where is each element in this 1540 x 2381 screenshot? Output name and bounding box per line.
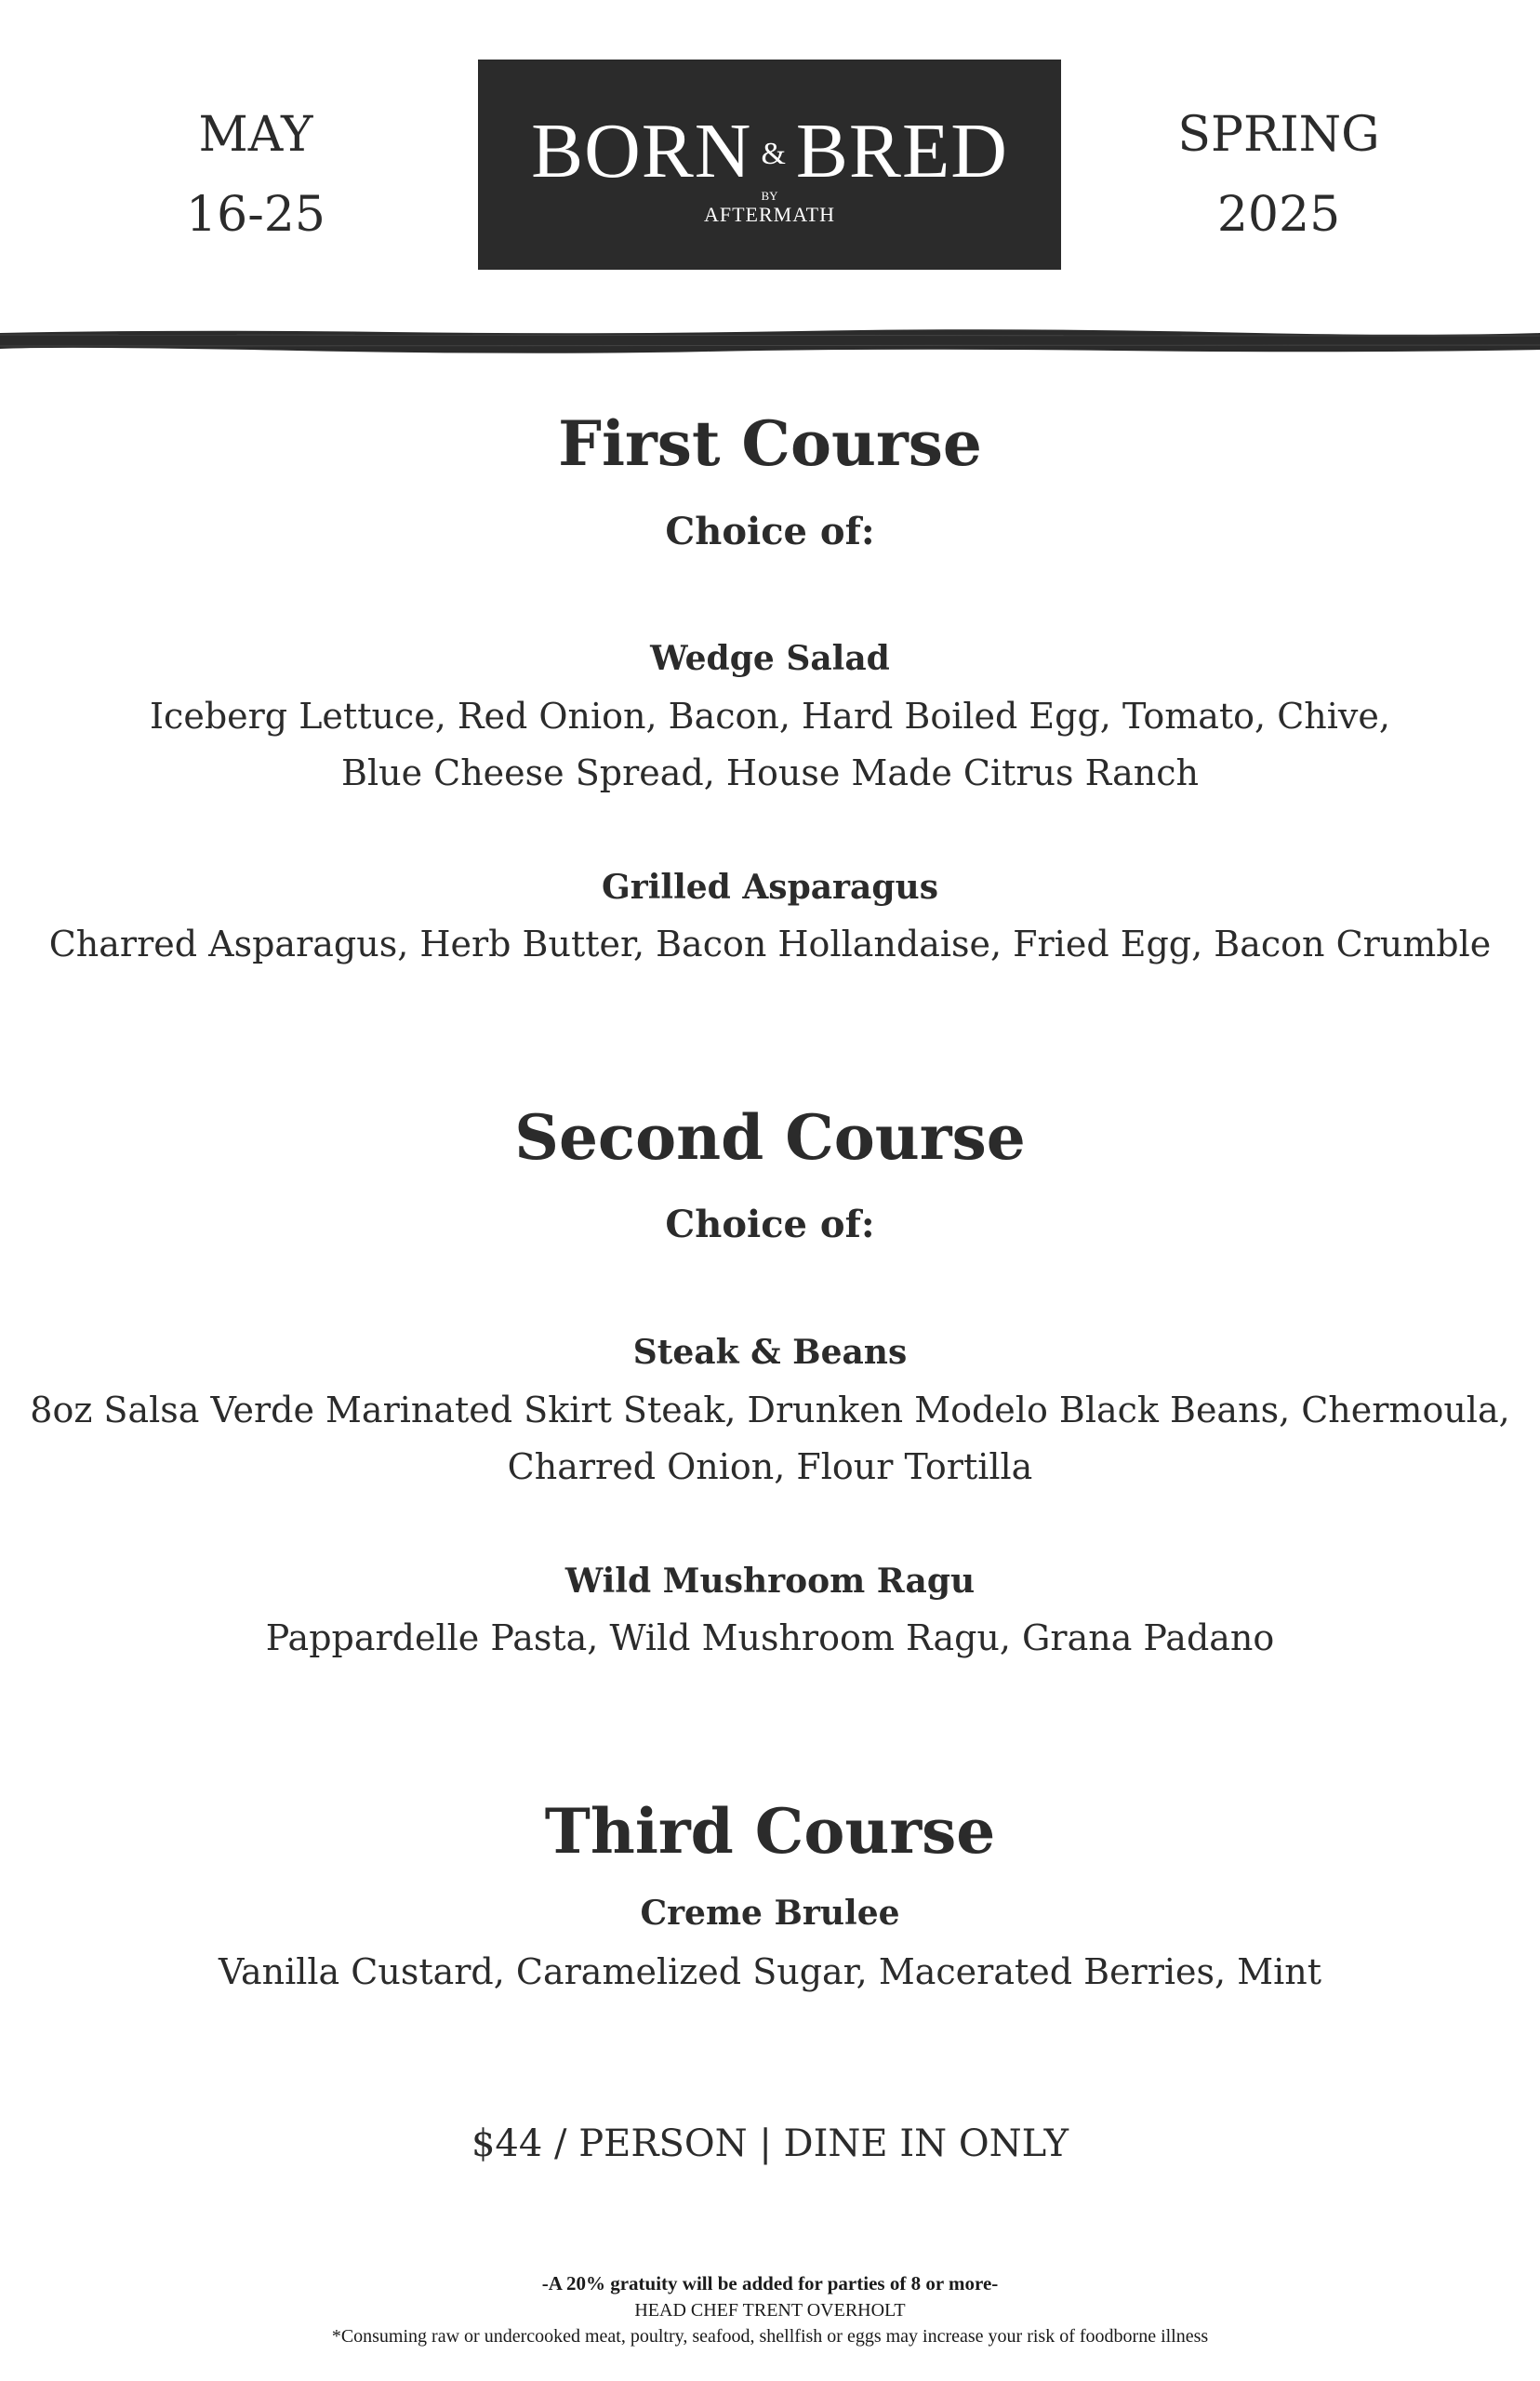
date-month: MAY — [198, 107, 313, 163]
dish-desc-wedge-salad-line2: Blue Cheese Spread, House Made Citrus Ranch — [341, 752, 1199, 793]
dish-desc-grilled-asparagus: Charred Asparagus, Herb Butter, Bacon Hollandaise, Fried Egg, Bacon Crumble — [48, 924, 1492, 964]
third-course-title: Third Course — [544, 1795, 996, 1868]
food-safety-disclaimer: *Consuming raw or undercooked meat, poultry, seafood, shellfish or eggs may increase your risk of foodborne illness — [331, 2326, 1209, 2347]
second-course-title: Second Course — [514, 1101, 1026, 1174]
dish-name-wedge-salad: Wedge Salad — [650, 639, 890, 678]
price-line: $44 / PERSON | DINE IN ONLY — [471, 2122, 1069, 2165]
season — [1139, 95, 1418, 255]
dish-name-creme-brulee: Creme Brulee — [640, 1894, 900, 1933]
logo-word-bred: BRED — [795, 108, 1008, 194]
dish-name-wild-mushroom-ragu: Wild Mushroom Ragu — [564, 1562, 976, 1601]
head-chef: HEAD CHEF TRENT OVERHOLT — [634, 2300, 906, 2321]
brush-divider — [0, 327, 1540, 355]
logo-word-born: BORN — [531, 108, 752, 194]
dish-name-steak-beans: Steak & Beans — [632, 1333, 908, 1372]
dish-desc-wild-mushroom-ragu: Pappardelle Pasta, Wild Mushroom Ragu, Grana Padano — [265, 1617, 1275, 1658]
logo-wordmark — [478, 110, 1061, 196]
season-year: 2025 — [1216, 187, 1341, 243]
dish-desc-creme-brulee: Vanilla Custard, Caramelized Sugar, Macerated Berries, Mint — [219, 1951, 1321, 1992]
date-range — [116, 95, 395, 255]
date-days: 16-25 — [186, 187, 325, 243]
logo-subtitle: AFTERMATH — [703, 203, 835, 226]
dish-desc-steak-beans-line1: 8oz Salsa Verde Marinated Skirt Steak, Drunken Modelo Black Beans, Chermoula, — [30, 1390, 1510, 1430]
logo-ampersand: & — [761, 137, 787, 171]
dish-name-grilled-asparagus: Grilled Asparagus — [602, 868, 938, 907]
season-name: SPRING — [1177, 107, 1380, 163]
gratuity-note: -A 20% gratuity will be added for parties of 8 or more- — [541, 2272, 999, 2295]
first-course-choice: Choice of: — [665, 510, 875, 553]
dish-desc-wedge-salad-line1: Iceberg Lettuce, Red Onion, Bacon, Hard Boiled Egg, Tomato, Chive, — [150, 696, 1390, 737]
second-course-choice: Choice of: — [665, 1203, 875, 1246]
logo-by: BY — [761, 189, 778, 203]
first-course-title: First Course — [558, 407, 982, 480]
restaurant-logo — [478, 60, 1061, 270]
dish-desc-steak-beans-line2: Charred Onion, Flour Tortilla — [507, 1446, 1033, 1487]
